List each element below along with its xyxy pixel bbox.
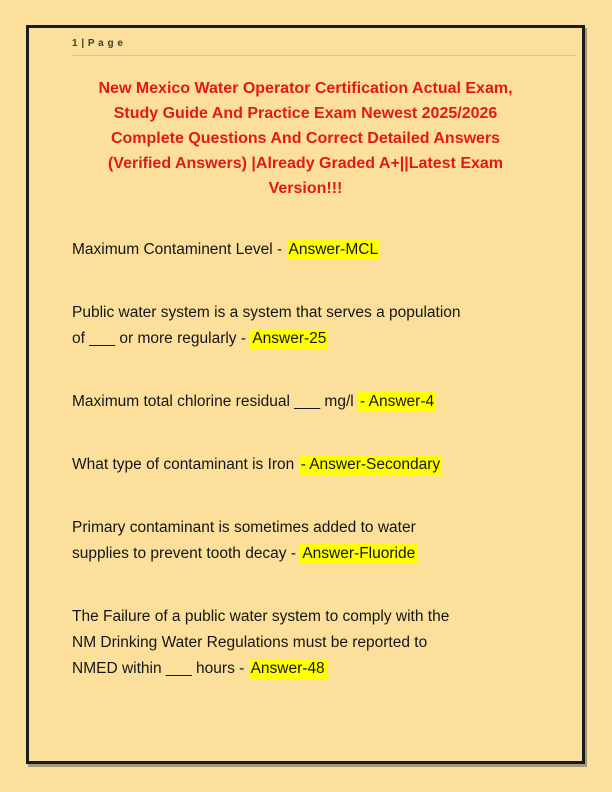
question-text: supplies to prevent tooth decay - xyxy=(72,545,301,562)
question-line xyxy=(72,515,542,541)
title-line: Study Guide And Practice Exam Newest 2025/2026 xyxy=(113,105,498,122)
question-paragraph xyxy=(72,300,542,352)
question-paragraph xyxy=(72,515,542,567)
question-line xyxy=(72,237,542,263)
page-border-frame xyxy=(26,25,585,764)
question-text: Primary contaminant is sometimes added to water xyxy=(72,519,416,536)
answer-highlight: - Answer-Secondary xyxy=(300,456,441,473)
question-line xyxy=(72,326,542,352)
answer-highlight: Answer-25 xyxy=(252,330,327,347)
question-text: Maximum Contaminent Level - xyxy=(72,241,287,258)
question-paragraph xyxy=(72,604,542,682)
question-text: of ___ or more regularly - xyxy=(72,330,251,347)
title-line: Version!!! xyxy=(268,180,343,197)
question-line xyxy=(72,541,542,567)
answer-highlight: Answer-48 xyxy=(250,660,325,677)
answer-highlight: Answer-Fluoride xyxy=(302,545,416,562)
page-header xyxy=(72,38,577,56)
page-number-label: 1 | P a g e xyxy=(72,38,124,49)
title-line: (Verified Answers) |Already Graded A+||Latest Exam xyxy=(107,155,504,172)
title-line: New Mexico Water Operator Certification Actual Exam, xyxy=(98,80,513,97)
question-list xyxy=(72,237,542,682)
question-line xyxy=(72,452,542,478)
question-text: What type of contaminant is Iron xyxy=(72,456,299,473)
document-title xyxy=(35,76,576,201)
question-line xyxy=(72,630,542,656)
question-text: NM Drinking Water Regulations must be reported to xyxy=(72,634,428,651)
question-line xyxy=(72,656,542,682)
question-text: Maximum total chlorine residual ___ mg/l xyxy=(72,393,359,410)
title-line: Complete Questions And Correct Detailed Answers xyxy=(110,130,501,147)
question-line xyxy=(72,389,542,415)
question-paragraph xyxy=(72,452,542,478)
question-paragraph xyxy=(72,389,542,415)
answer-highlight: Answer-MCL xyxy=(288,241,379,258)
question-paragraph xyxy=(72,237,542,263)
question-text: The Failure of a public water system to comply with the xyxy=(72,608,450,625)
question-text: NMED within ___ hours - xyxy=(72,660,249,677)
answer-highlight: - Answer-4 xyxy=(360,393,435,410)
question-line xyxy=(72,604,542,630)
question-line xyxy=(72,300,542,326)
question-text: Public water system is a system that serves a population xyxy=(72,304,461,321)
